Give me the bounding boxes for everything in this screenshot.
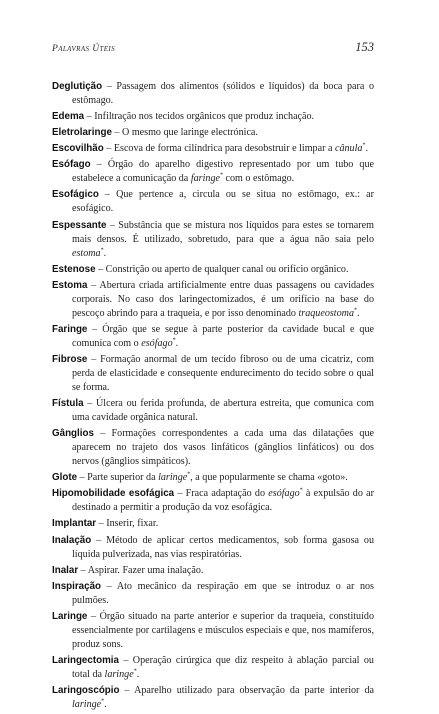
cross-reference-marker: * xyxy=(362,142,366,149)
definition-text: . xyxy=(103,247,107,259)
cross-reference-marker: * xyxy=(133,668,137,675)
definition-text: O mesmo que laringe electrónica. xyxy=(122,127,258,139)
glossary-term: Gânglios xyxy=(52,428,94,440)
term-separator: – xyxy=(80,564,86,576)
glossary-term: Inspiração xyxy=(52,580,102,592)
definition-text: Órgão situado na parte anterior e superior da traqueia, constituído essencialmente por cartilagens e músculos especiais e que, nos mamíferos, produz sons. xyxy=(72,610,374,650)
cross-reference-marker: * xyxy=(100,247,104,254)
glossary-entry xyxy=(52,580,374,608)
glossary-term: Esófago xyxy=(52,159,91,171)
term-separator: – xyxy=(87,398,93,410)
glossary-entry xyxy=(52,126,374,140)
term-separator: – xyxy=(177,488,183,500)
glossary-term: Fibrose xyxy=(52,353,88,365)
glossary-term: Glote xyxy=(52,472,78,484)
glossary-term: Inalação xyxy=(52,534,92,546)
glossary-term: Laringe xyxy=(52,610,88,622)
glossary-entry xyxy=(52,397,374,425)
definition-text: . xyxy=(356,307,360,319)
cross-reference: cânula xyxy=(334,143,363,155)
term-separator: – xyxy=(79,472,85,484)
definition-text: Aparelho utilizado para observação da parte interior da xyxy=(134,684,374,696)
term-separator: – xyxy=(106,81,112,92)
term-separator: – xyxy=(98,518,104,530)
glossary-entry xyxy=(52,534,374,562)
glossary-entry xyxy=(52,564,374,578)
definition-text: Aspirar. Fazer uma inalação. xyxy=(87,564,204,576)
glossary-entry xyxy=(52,279,374,321)
glossary-entry xyxy=(52,610,374,652)
cross-reference: esófago xyxy=(141,337,173,349)
definition-text: Passagem dos alimentos (sólidos e líquidos) da boca para o estômago. xyxy=(72,81,374,106)
glossary-term: Eletrolaringe xyxy=(52,127,112,139)
definition-text: . xyxy=(365,143,368,155)
glossary-term: Laringectomia xyxy=(52,654,119,666)
term-separator: – xyxy=(104,189,110,201)
glossary-term: Fístula xyxy=(52,398,84,410)
glossary-entry xyxy=(52,323,374,351)
term-separator: – xyxy=(98,263,104,275)
glossary-term: Implantar xyxy=(52,518,97,530)
definition-text: Parte superior da xyxy=(87,472,159,484)
term-separator: – xyxy=(123,654,129,666)
term-separator: – xyxy=(91,353,97,365)
glossary-term: Estenose xyxy=(52,263,96,275)
glossary-term: Escovilhão xyxy=(52,143,104,155)
glossary-term: Hipomobilidade esofágica xyxy=(52,488,175,500)
definition-text: Substância que se mistura nos líquidos para estes se tornarem mais densos. É utilizado, sobretudo, para que a água não saia pelo xyxy=(72,219,374,245)
term-separator: – xyxy=(124,684,130,696)
term-separator: – xyxy=(90,610,97,622)
cross-reference-marker: * xyxy=(299,487,303,494)
definition-text: . xyxy=(136,668,140,680)
definition-text: Que pertence a, circula ou se situa no estômago, ex.: ar esofágico. xyxy=(72,189,374,215)
cross-reference-marker: * xyxy=(353,307,357,314)
definition-text: Operação cirúrgica que diz respeito à ablação parcial ou total da xyxy=(72,654,374,680)
definition-text: Inserir, fixar. xyxy=(106,518,159,530)
running-head xyxy=(52,40,374,55)
glossary-entry xyxy=(52,142,374,156)
cross-reference: esófago xyxy=(268,488,300,500)
term-separator: – xyxy=(91,279,97,291)
glossary-entry xyxy=(52,188,374,216)
definition-text: Escova de forma cilíndrica para desobstruir e limpar a xyxy=(113,143,335,155)
definition-text: com o estômago. xyxy=(222,173,295,185)
glossary-term: Espessante xyxy=(52,219,107,231)
glossary-list xyxy=(52,80,374,714)
glossary-entry xyxy=(52,110,374,124)
glossary-entry xyxy=(52,263,374,277)
cross-reference: traqueostoma xyxy=(298,307,354,319)
definition-text: . xyxy=(175,337,179,349)
glossary-entry xyxy=(52,487,374,515)
definition-text: . xyxy=(104,698,107,710)
definition-text: Método de aplicar certos medicamentos, sob forma gasosa ou líquida pulverizada, nas vias respiratórias. xyxy=(72,534,375,560)
definition-text: Úlcera ou ferida profunda, de abertura estreita, que comunica com uma cavidade orgânica natural. xyxy=(72,398,375,424)
glossary-entry xyxy=(52,517,374,531)
cross-reference-marker: * xyxy=(219,173,223,180)
definition-text: Formações correspondentes a cada uma das dilatações que aparecem no trajeto dos vasos linfáticos (gânglios linfáticos) ou dos nervos (gânglios simpáticos). xyxy=(72,428,374,468)
definition-text: à expulsão do ar destinado a permitir a produção da voz esofágica. xyxy=(72,488,374,514)
definition-text: Formação anormal de um tecido fibroso ou de uma cicatriz, com perda de elasticidade e consequente endurecimento do tecido sobre o qual se forma. xyxy=(72,353,374,393)
definition-text: Constrição ou aperto de qualquer canal ou orifício orgânico. xyxy=(105,263,349,275)
glossary-term: Deglutição xyxy=(52,81,103,92)
term-separator: – xyxy=(106,580,112,592)
glossary-term: Laringoscópio xyxy=(52,684,120,696)
cross-reference: estoma xyxy=(72,247,101,259)
glossary-entry xyxy=(52,654,374,682)
glossary-term: Inalar xyxy=(52,564,79,576)
glossary-term: Edema xyxy=(52,111,85,123)
glossary-entry xyxy=(52,427,374,469)
cross-reference: laringe xyxy=(158,472,188,484)
term-separator: – xyxy=(92,323,98,335)
definition-text: Abertura criada artificialmente entre duas passagens ou cavidades corporais. No caso dos laringectomizados, é um orifício na base do pescoço abrindo para a traqueia, e por isso denominado xyxy=(72,279,374,319)
glossary-entry xyxy=(52,80,374,108)
cross-reference-marker: * xyxy=(172,337,176,344)
glossary-term: Estoma xyxy=(52,279,88,291)
glossary-term: Esofágico xyxy=(52,189,99,201)
term-separator: – xyxy=(100,428,106,440)
definition-text: , a que popularmente se chama «goto». xyxy=(190,472,348,484)
cross-reference-marker: * xyxy=(101,698,105,705)
cross-reference: faringe xyxy=(190,173,220,185)
page-number: 153 xyxy=(355,40,374,54)
glossary-entry xyxy=(52,684,374,712)
definition-text: Ato mecânico da respiração em que se introduz o ar nos pulmões. xyxy=(72,580,374,606)
glossary-entry xyxy=(52,219,374,261)
definition-text: Fraca adaptação do xyxy=(185,488,269,500)
term-separator: – xyxy=(96,159,102,171)
term-separator: – xyxy=(114,127,120,139)
term-separator: – xyxy=(86,111,92,123)
glossary-entry xyxy=(52,471,374,485)
definition-text: Órgão que se segue à parte posterior da cavidade bucal e que comunica com o xyxy=(72,323,374,349)
running-title: Palavras Úteis xyxy=(52,44,116,54)
cross-reference: laringe xyxy=(72,698,102,710)
definition-text: Órgão do aparelho digestivo representado por um tubo que estabelece a comunicação da xyxy=(72,159,375,185)
term-separator: – xyxy=(96,534,102,546)
glossary-entry xyxy=(52,353,374,395)
definition-text: Infiltração nos tecidos orgânicos que produz inchação. xyxy=(94,111,315,123)
glossary-term: Faringe xyxy=(52,323,88,335)
term-separator: – xyxy=(109,219,115,231)
term-separator: – xyxy=(106,143,112,155)
glossary-entry xyxy=(52,158,374,186)
cross-reference: laringe xyxy=(104,668,134,680)
cross-reference-marker: * xyxy=(187,471,191,478)
